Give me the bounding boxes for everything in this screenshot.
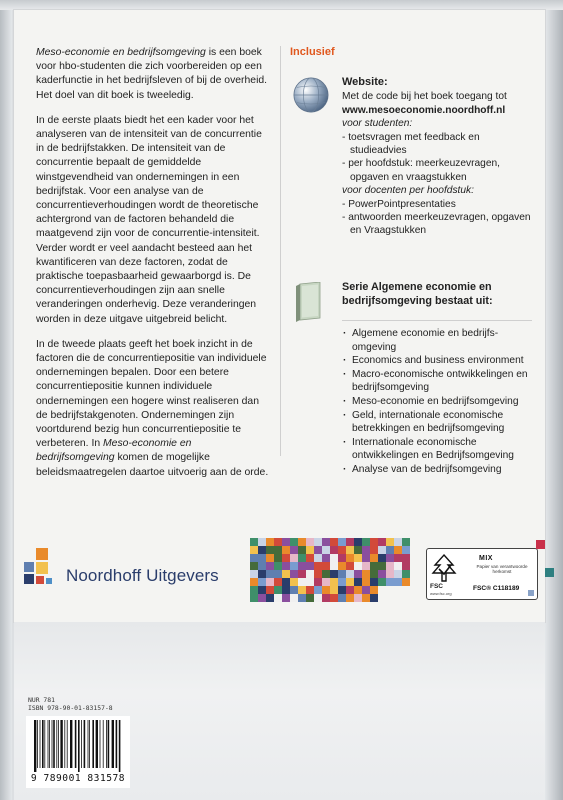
mosaic-tile <box>394 570 402 578</box>
intro-paragraph-3 <box>36 338 272 480</box>
students-heading: voor studenten: <box>342 118 413 130</box>
website-heading: Website: <box>342 76 388 88</box>
mosaic-tile <box>394 546 402 554</box>
mosaic-tile <box>298 594 306 602</box>
mosaic-tile <box>274 578 282 586</box>
mosaic-tile <box>322 570 330 578</box>
mosaic-tile <box>362 586 370 594</box>
barcode-bar <box>53 720 55 768</box>
mosaic-tile <box>274 554 282 562</box>
mosaic-tile <box>354 578 362 586</box>
fsc-url: www.fsc.org <box>430 591 452 596</box>
mosaic-tile <box>370 586 378 594</box>
mosaic-tile <box>266 538 274 546</box>
mosaic-tile <box>338 586 346 594</box>
barcode-bar <box>88 720 89 768</box>
mosaic-tile <box>298 546 306 554</box>
intro-paragraph-3-end: komen de mogelijke beleidsmaatregelen daartoe uitvoerig aan de orde. <box>36 452 269 478</box>
mosaic-tile <box>378 538 386 546</box>
students-item: - toetsvragen met feedback en studieadvies <box>342 131 480 157</box>
mosaic-tile <box>266 546 274 554</box>
barcode <box>26 716 130 788</box>
mosaic-tile <box>306 594 314 602</box>
mosaic-tile <box>354 554 362 562</box>
publisher-name: Noordhoff Uitgevers <box>66 566 219 585</box>
mosaic-tile <box>402 562 410 570</box>
barcode-bar <box>56 720 57 768</box>
mosaic-tile <box>346 578 354 586</box>
mosaic-tile <box>290 554 298 562</box>
intro-paragraph-1-text: is een boek voor hbo-studenten die zich voorbereiden op een kaderfunctie in het bedrijfsleven of bij de overheid. Het doel van dit boek is tweeledig. <box>36 47 268 101</box>
mosaic-tile <box>266 562 274 570</box>
mosaic-tile <box>402 578 410 586</box>
barcode-bar <box>60 720 62 768</box>
mosaic-tile <box>290 570 298 578</box>
serie-item: · Geld, internationale economische betrekkingen en bedrijfsomgeving <box>342 409 534 436</box>
mosaic-tile <box>346 586 354 594</box>
mosaic-tile <box>266 578 274 586</box>
mosaic-tile <box>274 538 282 546</box>
mosaic-tile <box>346 538 354 546</box>
book-title-italic: Meso-economie en bedrijfsomgeving <box>36 47 206 58</box>
mosaic-tile <box>314 570 322 578</box>
mosaic-tile <box>314 546 322 554</box>
mosaic-tile <box>330 594 338 602</box>
mosaic-tile <box>338 546 346 554</box>
barcode-bar <box>58 720 59 768</box>
barcode-bar <box>48 720 49 768</box>
intro-paragraph-3-start: In de tweede plaats geeft het boek inzicht in de factoren die de concurrentiepositie van individuele ondernemingen bepalen. Door een betere concurrentiepositie kunnen individuele ondernemingen een hogere winst realiseren dan de bedrijfstakgenoten. Ondernemingen zijn voortdurend bezig hun concurrentiepositie te verbeteren. In <box>36 338 267 450</box>
mosaic-tile <box>370 554 378 562</box>
mosaic-tile <box>266 586 274 594</box>
mosaic-tile <box>250 570 258 578</box>
mosaic-tile <box>250 594 258 602</box>
serie-block <box>342 280 534 477</box>
mosaic-tile <box>362 570 370 578</box>
mosaic-tile <box>258 578 266 586</box>
mosaic-tile <box>338 594 346 602</box>
mosaic-tile <box>298 554 306 562</box>
students-item: - per hoofdstuk: meerkeuzevragen, opgaven en vraagstukken <box>342 158 500 183</box>
mosaic-tile <box>402 546 410 554</box>
mosaic-tile <box>250 554 258 562</box>
plastic-wrap-left <box>0 0 12 800</box>
barcode-bar <box>75 720 77 768</box>
barcode-bar <box>49 720 50 768</box>
mosaic-tile <box>258 594 266 602</box>
mosaic-tile <box>290 546 298 554</box>
mosaic-tile <box>314 562 322 570</box>
mosaic-tile <box>394 538 402 546</box>
mosaic-tile <box>290 578 298 586</box>
mosaic-tile <box>354 586 362 594</box>
fsc-label <box>426 548 538 600</box>
website-url[interactable]: www.mesoeconomie.noordhoff.nl <box>342 104 506 116</box>
teachers-item: - antwoorden meerkeuzevragen, opgaven en Vraagstukken <box>342 212 531 237</box>
barcode-bar <box>64 720 65 768</box>
intro-text-column <box>36 46 272 491</box>
mosaic-tile <box>298 570 306 578</box>
mosaic-tile <box>306 554 314 562</box>
mosaic-tile <box>362 562 370 570</box>
mosaic-tile <box>370 594 378 602</box>
mosaic-tile <box>314 554 322 562</box>
mosaic-tile <box>322 562 330 570</box>
serie-title: Serie Algemene economie en bedrijfsomgeving bestaat uit: <box>342 281 493 307</box>
barcode-bar <box>37 720 38 768</box>
nur-code: NUR 781 <box>28 696 55 704</box>
decor-square-red <box>536 540 545 549</box>
serie-item: · Macro-economische ontwikkelingen en bedrijfsomgeving <box>342 368 534 395</box>
mosaic-tile <box>338 562 346 570</box>
mosaic-pattern <box>250 538 414 602</box>
mosaic-tile <box>290 594 298 602</box>
intro-paragraph-1 <box>36 46 272 103</box>
mosaic-tile <box>330 546 338 554</box>
mosaic-tile <box>258 538 266 546</box>
barcode-bar <box>100 720 101 768</box>
barcode-bar <box>112 720 114 768</box>
mosaic-tile <box>306 570 314 578</box>
mosaic-tile <box>402 538 410 546</box>
mosaic-tile <box>250 586 258 594</box>
mosaic-tile <box>370 562 378 570</box>
mosaic-tile <box>282 538 290 546</box>
barcode-bar <box>34 720 36 772</box>
inclusief-heading: Inclusief <box>290 46 335 58</box>
mosaic-tile <box>394 562 402 570</box>
mosaic-tile <box>274 594 282 602</box>
plastic-wrap-right <box>545 0 563 800</box>
mosaic-tile <box>394 578 402 586</box>
mosaic-tile <box>306 586 314 594</box>
mosaic-tile <box>282 554 290 562</box>
decor-square-blue <box>528 590 534 596</box>
mosaic-tile <box>258 586 266 594</box>
barcode-bar <box>108 720 110 768</box>
mosaic-tile <box>298 586 306 594</box>
fsc-mix: MIX <box>479 555 493 562</box>
mosaic-tile <box>322 578 330 586</box>
barcode-bar <box>81 720 82 768</box>
barcode-bar <box>106 720 107 768</box>
mosaic-tile <box>282 594 290 602</box>
mosaic-tile <box>354 538 362 546</box>
mosaic-tile <box>314 586 322 594</box>
mosaic-tile <box>258 562 266 570</box>
column-divider <box>280 46 281 456</box>
book-title-italic-2: Meso-economie en bedrijfsomgeving <box>36 438 192 464</box>
mosaic-tile <box>298 562 306 570</box>
mosaic-tile <box>258 554 266 562</box>
mosaic-tile <box>362 538 370 546</box>
mosaic-tile <box>394 554 402 562</box>
mosaic-tile <box>266 570 274 578</box>
mosaic-tile <box>346 546 354 554</box>
mosaic-tile <box>282 586 290 594</box>
mosaic-tile <box>346 570 354 578</box>
barcode-bar <box>70 720 72 768</box>
mosaic-tile <box>250 562 258 570</box>
mosaic-tile <box>386 538 394 546</box>
barcode-bar <box>96 720 98 768</box>
serie-item: · Internationale economische ontwikkelingen en Bedrijfsomgeving <box>342 436 534 463</box>
mosaic-tile <box>274 586 282 594</box>
mosaic-tile <box>338 554 346 562</box>
isbn-info <box>28 696 113 712</box>
barcode-bar <box>40 720 41 768</box>
mosaic-tile <box>306 578 314 586</box>
mosaic-tile <box>290 562 298 570</box>
barcode-bar <box>89 720 90 768</box>
mosaic-tile <box>370 538 378 546</box>
fsc-description: Papier van verantwoorde herkomst <box>476 564 528 575</box>
mosaic-tile <box>354 594 362 602</box>
barcode-bar <box>44 720 45 768</box>
serie-divider <box>342 320 532 321</box>
mosaic-tile <box>386 570 394 578</box>
mosaic-tile <box>338 570 346 578</box>
mosaic-tile <box>386 578 394 586</box>
book-icon <box>296 282 324 322</box>
mosaic-tile <box>370 546 378 554</box>
mosaic-tile <box>362 578 370 586</box>
website-line: Met de code bij het boek toegang tot <box>342 91 507 103</box>
mosaic-tile <box>362 546 370 554</box>
mosaic-tile <box>322 594 330 602</box>
serie-item: · Algemene economie en bedrijfs-omgeving <box>342 327 534 354</box>
mosaic-tile <box>370 570 378 578</box>
mosaic-tile <box>378 554 386 562</box>
teachers-heading: voor docenten per hoofdstuk: <box>342 185 474 197</box>
mosaic-tile <box>282 578 290 586</box>
mosaic-tile <box>250 546 258 554</box>
fsc-code: FSC® C118189 <box>473 585 520 592</box>
teachers-item: - PowerPointpresentaties <box>342 198 456 210</box>
mosaic-tile <box>322 586 330 594</box>
mosaic-tile <box>370 578 378 586</box>
mosaic-tile <box>378 578 386 586</box>
barcode-bar <box>116 720 118 768</box>
mosaic-tile <box>338 578 346 586</box>
intro-paragraph-2: In de eerste plaats biedt het een kader voor het analyseren van de intensiteit van de concurrentie in de bedrijfstakken. De intensiteit van de concurrentie bepaalt de gemiddelde winstgevendheid van ondernemingen in een bedrijfstak. Voor een analyse van de concurrentieverhoudingen wordt de theoretische achtergrond van de factoren behandeld die maatgevend zijn voor de concurrentie-intensiteit. Verder wordt er veel aandacht besteed aan het kwantificeren van deze factoren, zodat de praktische toepasbaarheid gewaarborgd is. De concurrentieverhoudingen zijn aan snelle veranderingen onderhevig. Deze veranderingen worden in deze uitgave uitgebreid belicht. <box>36 114 262 325</box>
mosaic-tile <box>290 586 298 594</box>
barcode-bar <box>92 720 94 768</box>
mosaic-tile <box>330 586 338 594</box>
serie-item: · Economics and business environment <box>342 354 534 368</box>
mosaic-tile <box>402 554 410 562</box>
barcode-bar <box>84 720 86 768</box>
mosaic-tile <box>386 546 394 554</box>
mosaic-tile <box>322 538 330 546</box>
mosaic-tile <box>314 594 322 602</box>
mosaic-tile <box>346 594 354 602</box>
fsc-brand: FSC <box>430 583 443 590</box>
mosaic-tile <box>330 562 338 570</box>
mosaic-tile <box>250 538 258 546</box>
fsc-tree-icon <box>431 553 457 583</box>
mosaic-tile <box>258 570 266 578</box>
globe-icon <box>292 76 330 114</box>
mosaic-tile <box>290 538 298 546</box>
mosaic-tile <box>362 594 370 602</box>
mosaic-tile <box>298 538 306 546</box>
mosaic-tile <box>330 554 338 562</box>
serie-item: · Meso-economie en bedrijfsomgeving <box>342 395 534 409</box>
mosaic-tile <box>250 578 258 586</box>
mosaic-tile <box>274 570 282 578</box>
mosaic-tile <box>314 578 322 586</box>
mosaic-tile <box>354 562 362 570</box>
mosaic-tile <box>346 562 354 570</box>
mosaic-tile <box>306 562 314 570</box>
noordhoff-logo-icon <box>24 548 60 592</box>
mosaic-tile <box>266 594 274 602</box>
mosaic-tile <box>266 554 274 562</box>
mosaic-tile <box>282 562 290 570</box>
mosaic-tile <box>322 546 330 554</box>
barcode-bar <box>67 720 68 768</box>
mosaic-tile <box>402 570 410 578</box>
mosaic-tile <box>298 578 306 586</box>
mosaic-tile <box>378 570 386 578</box>
mosaic-tile <box>306 538 314 546</box>
mosaic-tile <box>362 554 370 562</box>
mosaic-tile <box>354 546 362 554</box>
inclusief-column <box>290 46 531 475</box>
mosaic-tile <box>322 554 330 562</box>
barcode-bar <box>52 720 53 768</box>
mosaic-tile <box>378 562 386 570</box>
mosaic-tile <box>330 538 338 546</box>
website-text <box>342 76 532 238</box>
mosaic-tile <box>306 546 314 554</box>
mosaic-tile <box>354 570 362 578</box>
mosaic-tile <box>282 546 290 554</box>
barcode-bar <box>78 720 80 772</box>
serie-item: · Analyse van de bedrijfsomgeving <box>342 463 534 477</box>
barcode-bars <box>32 720 124 772</box>
barcode-number: 9 789001 831578 <box>30 773 126 784</box>
mosaic-tile <box>346 554 354 562</box>
mosaic-tile <box>386 554 394 562</box>
mosaic-tile <box>274 546 282 554</box>
isbn-code: ISBN 978-90-01-83157-8 <box>28 704 113 712</box>
mosaic-tile <box>314 538 322 546</box>
barcode-bar <box>103 720 104 768</box>
barcode-bar <box>119 720 121 772</box>
plastic-wrap-top <box>0 0 563 10</box>
mosaic-tile <box>338 538 346 546</box>
mosaic-tile <box>330 570 338 578</box>
mosaic-tile <box>282 570 290 578</box>
mosaic-tile <box>258 546 266 554</box>
decor-square-teal <box>545 568 554 577</box>
mosaic-tile <box>274 562 282 570</box>
mosaic-tile <box>330 578 338 586</box>
mosaic-tile <box>378 546 386 554</box>
barcode-bar <box>42 720 44 768</box>
mosaic-tile <box>386 562 394 570</box>
